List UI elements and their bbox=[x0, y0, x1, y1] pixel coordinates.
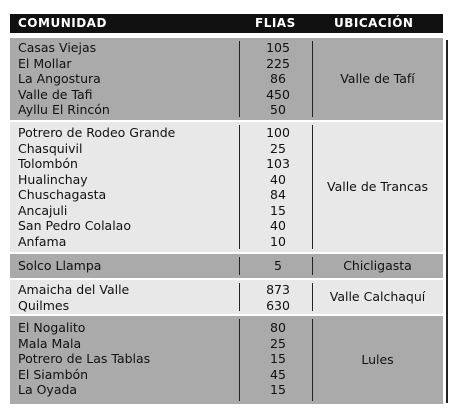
comunidad-cell: Potrero de Rodeo Grande bbox=[18, 125, 176, 140]
flias-cell: 40 bbox=[270, 218, 286, 233]
flias-cell: 40 bbox=[270, 171, 286, 187]
flias-cell: 15 bbox=[270, 351, 286, 366]
row-group bbox=[10, 122, 443, 252]
flias-cell: 5 bbox=[274, 258, 282, 273]
table-row bbox=[10, 367, 443, 383]
comunidad-cell: Casas Viejas bbox=[18, 40, 97, 55]
table-row bbox=[10, 382, 443, 398]
flias-cell: 103 bbox=[266, 156, 290, 171]
comunidad-cell: Potrero de Las Tablas bbox=[18, 351, 151, 366]
flias-cell: 25 bbox=[270, 335, 286, 351]
table-row bbox=[10, 102, 443, 118]
flias-cell: 84 bbox=[270, 187, 286, 202]
header-comunidad: COMUNIDAD bbox=[18, 16, 107, 30]
flias-cell: 105 bbox=[266, 40, 290, 55]
ubicacion-cell: Valle de Trancas bbox=[326, 179, 428, 195]
table-row bbox=[10, 56, 443, 72]
flias-cell: 86 bbox=[270, 71, 286, 86]
comunidad-cell: Ayllu El Rincón bbox=[18, 102, 110, 117]
comunidad-cell: Mala Mala bbox=[18, 335, 82, 351]
table-row bbox=[10, 141, 443, 157]
flias-cell: 225 bbox=[266, 55, 290, 71]
right-edge-rule bbox=[446, 40, 448, 403]
comunidad-cell: El Siambón bbox=[18, 366, 89, 382]
comunidad-cell: Quilmes bbox=[18, 297, 70, 313]
flias-cell: 45 bbox=[270, 366, 286, 382]
ubicacion-cell: Valle Calchaquí bbox=[329, 289, 426, 305]
table-row bbox=[10, 40, 443, 56]
flias-cell: 10 bbox=[270, 233, 286, 249]
comunidad-cell: Anfama bbox=[18, 233, 67, 249]
comunidad-cell: Hualinchay bbox=[18, 171, 88, 187]
flias-cell: 873 bbox=[266, 282, 290, 297]
table-row bbox=[10, 125, 443, 141]
table-row bbox=[10, 218, 443, 234]
row-group bbox=[10, 280, 443, 314]
ubicacion-cell: Lules bbox=[361, 352, 394, 368]
comunidad-cell: El Mollar bbox=[18, 55, 72, 71]
table-row bbox=[10, 234, 443, 250]
comunidad-cell: La Oyada bbox=[18, 382, 78, 397]
flias-cell: 15 bbox=[270, 382, 286, 397]
flias-cell: 50 bbox=[270, 102, 286, 117]
comunidad-cell: Chasquivil bbox=[18, 140, 83, 156]
table-row bbox=[10, 87, 443, 103]
flias-cell: 25 bbox=[270, 140, 286, 156]
header-ubicacion: UBICACIÓN bbox=[334, 16, 414, 30]
ubicacion-cell: Valle de Tafí bbox=[340, 71, 415, 87]
row-group bbox=[10, 316, 443, 404]
table-row bbox=[10, 320, 443, 336]
table-row bbox=[10, 336, 443, 352]
table-row bbox=[10, 203, 443, 219]
flias-cell: 15 bbox=[270, 202, 286, 218]
flias-cell: 100 bbox=[266, 125, 290, 140]
comunidad-cell: La Angostura bbox=[18, 71, 101, 86]
flias-cell: 450 bbox=[266, 86, 290, 102]
comunidad-cell: Amaicha del Valle bbox=[18, 282, 130, 297]
flias-cell: 630 bbox=[266, 297, 290, 313]
flias-cell: 80 bbox=[270, 320, 286, 335]
row-group bbox=[10, 254, 443, 278]
ubicacion-cell: Chicligasta bbox=[343, 258, 412, 274]
row-group bbox=[10, 38, 443, 120]
comunidad-cell: Tolombón bbox=[18, 156, 78, 171]
header-flias: FLIAS bbox=[255, 16, 296, 30]
comunidad-cell: Chuschagasta bbox=[18, 187, 107, 202]
comunidad-cell: Solco Llampa bbox=[18, 258, 102, 273]
comunidad-cell: San Pedro Colalao bbox=[18, 218, 131, 233]
comunidad-cell: Ancajuli bbox=[18, 202, 68, 218]
table-row bbox=[10, 156, 443, 172]
table-header bbox=[10, 14, 443, 33]
comunidad-cell: El Nogalito bbox=[18, 320, 86, 335]
comunidad-cell: Valle de Tafi bbox=[18, 86, 93, 102]
